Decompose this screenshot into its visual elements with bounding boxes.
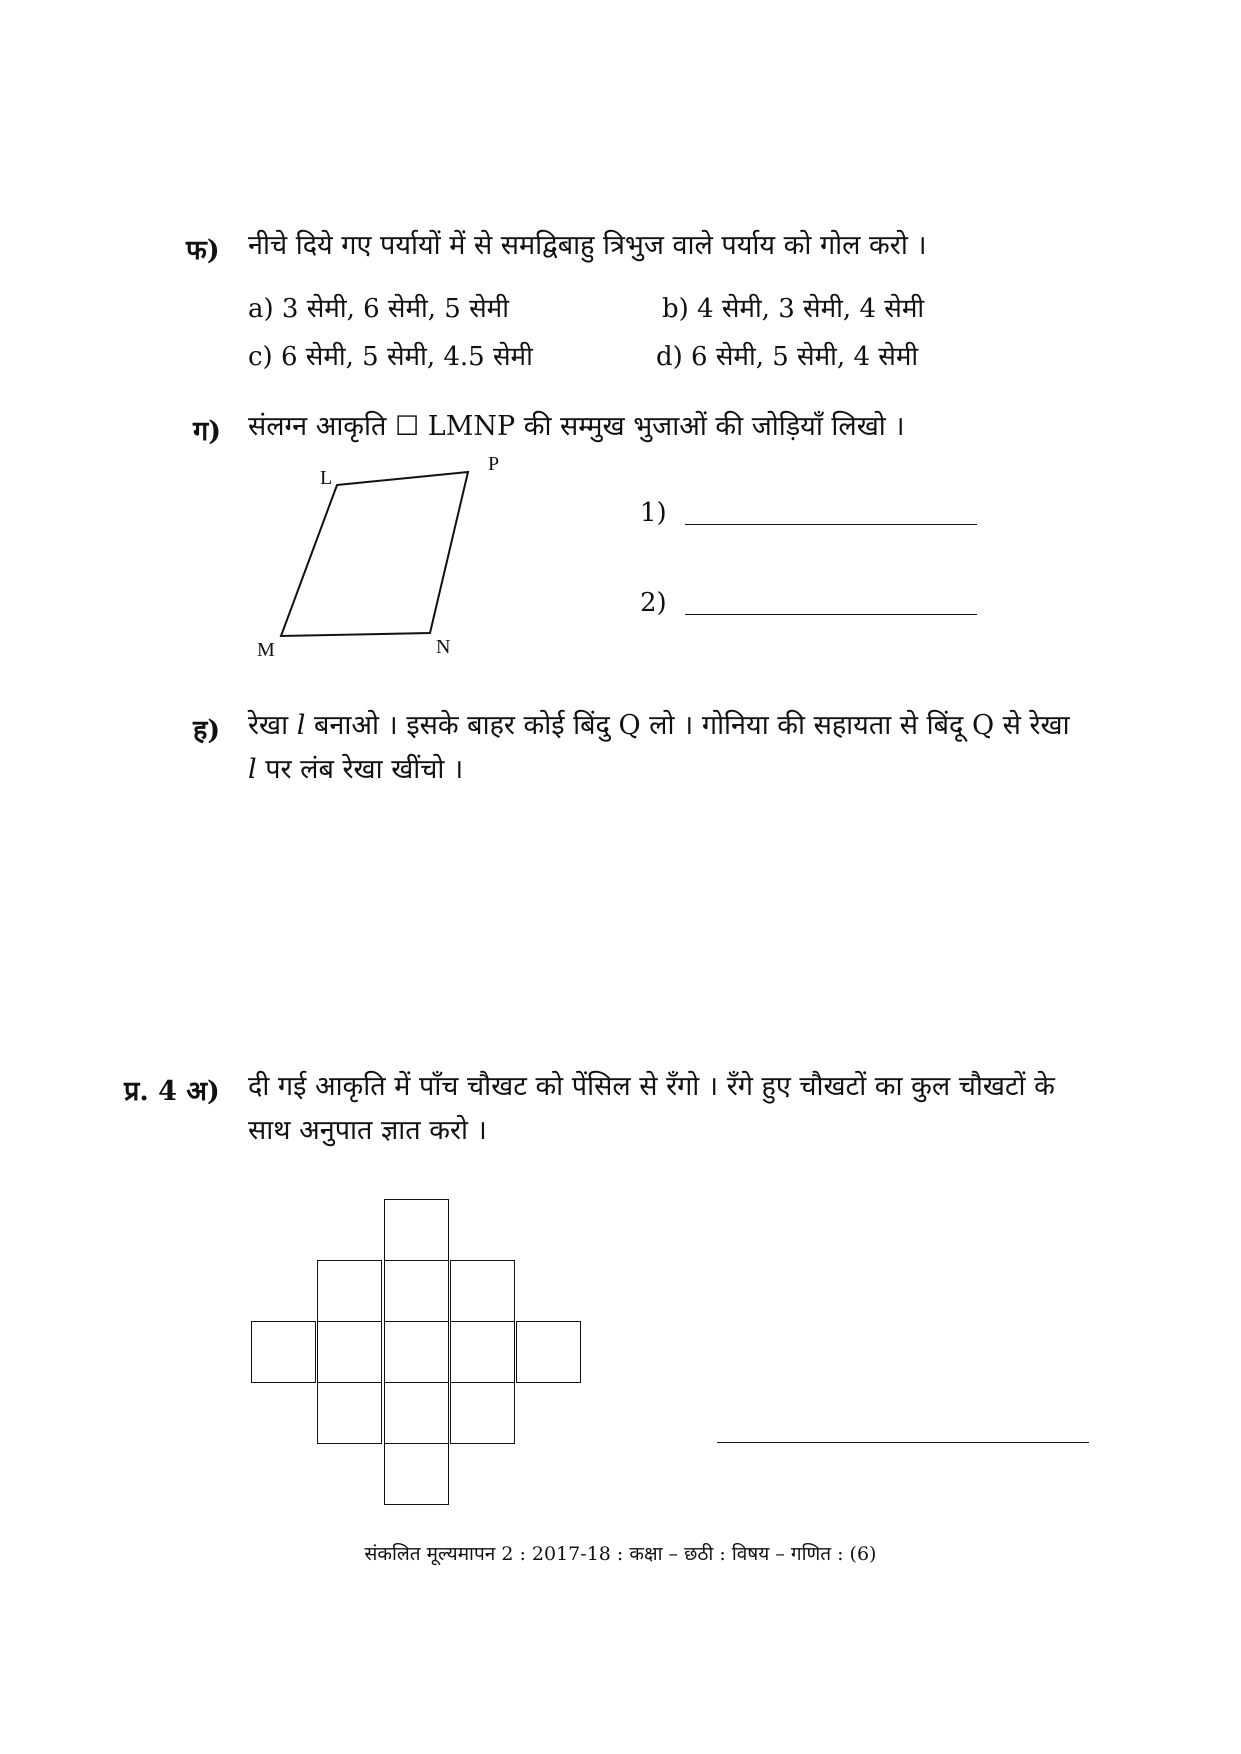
- grid-square[interactable]: [384, 1443, 449, 1505]
- grid-square[interactable]: [516, 1321, 581, 1383]
- question-ha-text-c: पर लंब रेखा खींचो ।: [256, 754, 464, 785]
- grid-square[interactable]: [450, 1260, 515, 1322]
- grid-square[interactable]: [317, 1260, 382, 1322]
- parallelogram-lmnp-figure: [240, 455, 530, 665]
- option-c: c) 6 सेमी, 5 सेमी, 4.5 सेमी: [248, 342, 533, 372]
- answer-1-label: 1): [640, 498, 667, 528]
- grid-square[interactable]: [384, 1260, 449, 1322]
- question-4a-line-1: दी गई आकृति में पाँच चौखट को पेंसिल से रँगो । रँगे हुए चौखटों का कुल चौखटों के: [248, 1071, 1055, 1102]
- ratio-answer-blank[interactable]: [717, 1442, 1089, 1443]
- grid-square[interactable]: [317, 1321, 382, 1383]
- grid-square[interactable]: [450, 1382, 515, 1444]
- grid-square[interactable]: [251, 1321, 316, 1383]
- option-d: d) 6 सेमी, 5 सेमी, 4 सेमी: [656, 342, 919, 372]
- vertex-label-n: N: [436, 636, 451, 658]
- grid-square[interactable]: [384, 1382, 449, 1444]
- question-ha-line-2: [248, 748, 463, 792]
- question-ha-line-1: [248, 704, 1070, 748]
- grid-square[interactable]: [317, 1382, 382, 1444]
- vertex-label-m: M: [257, 639, 275, 661]
- question-ga-text: संलग्न आकृति ☐ LMNP की सम्मुख भुजाओं की जोड़ियाँ लिखो ।: [248, 411, 905, 442]
- vertex-label-l: L: [320, 467, 333, 489]
- grid-square[interactable]: [450, 1321, 515, 1383]
- question-ga-label: ग): [193, 416, 221, 447]
- grid-square[interactable]: [384, 1199, 449, 1261]
- grid-square[interactable]: [384, 1321, 449, 1383]
- question-ha-text-b: बनाओ । इसके बाहर कोई बिंदु Q लो । गोनिया की सहायता से बिंदू Q से रेखा: [305, 710, 1070, 741]
- question-ha-label: ह): [193, 715, 221, 746]
- line-symbol-l-2: l: [248, 754, 257, 785]
- question-4a-line-2: साथ अनुपात ज्ञात करो ।: [248, 1115, 487, 1146]
- question-pha-label: फ): [186, 235, 220, 266]
- vertex-label-p: P: [488, 455, 500, 475]
- line-symbol-l: l: [296, 710, 306, 741]
- option-a: a) 3 सेमी, 6 सेमी, 5 सेमी: [248, 294, 509, 324]
- option-b: b) 4 सेमी, 3 सेमी, 4 सेमी: [662, 294, 925, 324]
- page-footer: संकलित मूल्यमापन 2 : 2017-18 : कक्षा – छठी : विषय – गणित : (6): [364, 1543, 877, 1565]
- parallelogram-lmnp: [281, 472, 468, 636]
- answer-2-label: 2): [640, 588, 667, 618]
- answer-2-blank[interactable]: [685, 614, 977, 615]
- question-4a-label: प्र. 4 अ): [124, 1076, 220, 1107]
- question-ha-text-a: रेखा: [248, 710, 297, 741]
- answer-1-blank[interactable]: [685, 524, 977, 525]
- question-pha-text: नीचे दिये गए पर्यायों में से समद्विबाहु त्रिभुज वाले पर्याय को गोल करो ।: [248, 230, 927, 261]
